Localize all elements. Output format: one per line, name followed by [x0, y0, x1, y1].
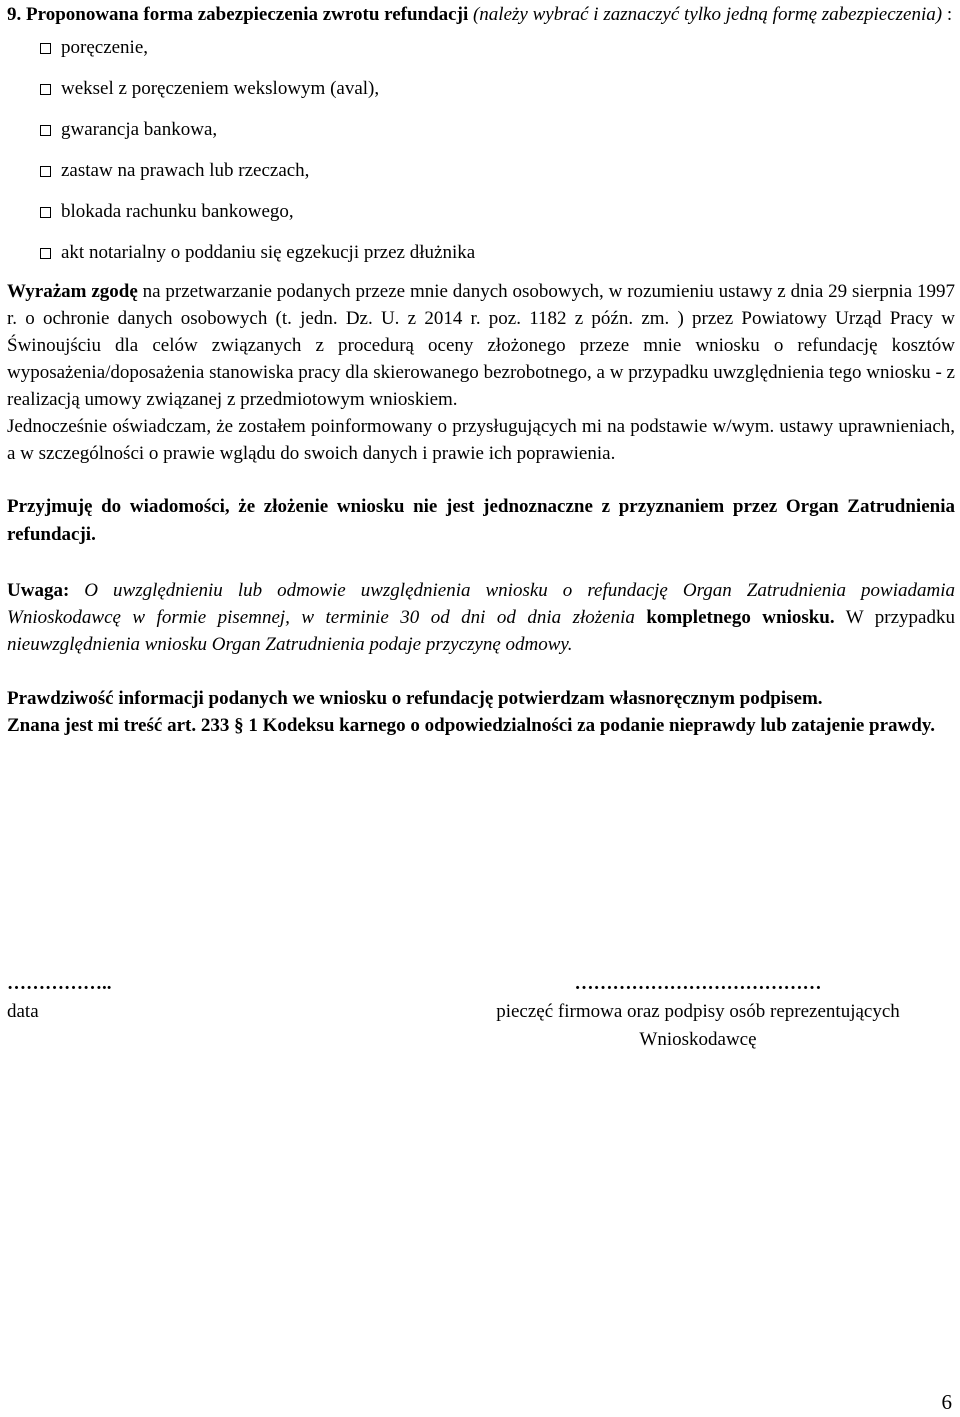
checkbox-icon[interactable]: [40, 84, 51, 95]
consent-paragraph: [7, 278, 955, 413]
option-item[interactable]: [40, 199, 955, 240]
option-label: poręczenie,: [61, 37, 149, 58]
applicant-label-line2: Wnioskodawcę: [639, 1029, 757, 1050]
signature-area: [7, 970, 955, 1060]
section-title: 9. Proponowana forma zabezpieczenia zwrotu refundacji: [7, 4, 469, 25]
option-label: zastaw na prawach lub rzeczach,: [61, 160, 310, 181]
applicant-dotted-line: …………………………………: [574, 973, 822, 994]
date-signature-block: [7, 970, 112, 1026]
page-number: 6: [941, 1390, 952, 1414]
note-italic-2: nieuwzględnienia wniosku Organ Zatrudnienia podaje przyczynę odmowy.: [7, 634, 573, 655]
note-italic-1: O uwzględnieniu lub odmowie uwzględnienia wniosku o refundację Organ Zatrudnienia powiadamia Wnioskodawcę w formie pisemnej, w terminie 30 od dni od dnia złożenia: [7, 580, 955, 628]
date-dotted-line: ……………..: [7, 973, 112, 994]
option-item[interactable]: [40, 117, 955, 158]
option-label: blokada rachunku bankowego,: [61, 201, 294, 222]
checkbox-icon[interactable]: [40, 125, 51, 136]
document-page: [7, 2, 955, 739]
acknowledgement-paragraph: Przyjmuję do wiadomości, że złożenie wniosku nie jest jednoznaczne z przyznaniem przez Organ Zatrudnienia refundacji.: [7, 496, 955, 545]
note-label: Uwaga:: [7, 580, 70, 601]
section-instruction: (należy wybrać i zaznaczyć tylko jedną formę zabezpieczenia): [472, 4, 943, 25]
option-label: weksel z poręczeniem wekslowym (aval),: [61, 78, 380, 99]
section-heading: [7, 2, 955, 27]
option-label: gwarancja bankowa,: [61, 119, 218, 140]
option-label: akt notarialny o poddaniu się egzekucji przez dłużnika: [61, 242, 476, 263]
checkbox-icon[interactable]: [40, 248, 51, 259]
option-item[interactable]: [40, 158, 955, 199]
consent-bold: Wyrażam zgodę: [7, 281, 138, 302]
date-label: data: [7, 1001, 39, 1022]
applicant-signature-block: [443, 970, 953, 1054]
option-item[interactable]: [40, 76, 955, 117]
security-options-list: [7, 35, 955, 281]
truth-statement: Prawdziwość informacji podanych we wniosku o refundację potwierdzam własnoręcznym podpisem.: [7, 688, 823, 709]
consent-text: na przetwarzanie podanych przeze mnie danych osobowych, w rozumieniu ustawy z dnia 29 sierpnia 1997 r. o ochronie danych osobowych (t. jedn. Dz. U. z 2014 r. poz. 1182 z późn. zm. ) przez Powiatowy Urząd Pracy w Świnoujściu dla celów związanych z procedurą oceny złożonego przeze mnie wniosku o refundację kosztów wyposażenia/doposażenia stanowiska pracy dla skierowanego bezrobotnego, a w przypadku uwzględnienia tego wniosku - z realizacją umowy związanej z przedmiotowym wnioskiem.: [7, 281, 955, 410]
note-paragraph: [7, 577, 955, 658]
note-plain: W przypadku: [834, 607, 955, 628]
checkbox-icon[interactable]: [40, 43, 51, 54]
option-item[interactable]: [40, 240, 955, 281]
applicant-label-line1: pieczęć firmowa oraz podpisy osób reprezentujących: [496, 1001, 900, 1022]
option-item[interactable]: [40, 35, 955, 76]
section-heading-suffix: :: [942, 4, 953, 25]
checkbox-icon[interactable]: [40, 166, 51, 177]
penalty-statement: Znana jest mi treść art. 233 § 1 Kodeksu karnego o odpowiedzialności za podanie nieprawdy lub zatajenie prawdy.: [7, 715, 936, 736]
checkbox-icon[interactable]: [40, 207, 51, 218]
declaration-paragraph: Jednocześnie oświadczam, że zostałem poinformowany o przysługujących mi na podstawie w/wym. ustawy uprawnieniach, a w szczególności o prawie wglądu do swoich danych i prawie ich poprawienia.: [7, 416, 955, 464]
note-bold-1: kompletnego wniosku.: [634, 607, 835, 628]
